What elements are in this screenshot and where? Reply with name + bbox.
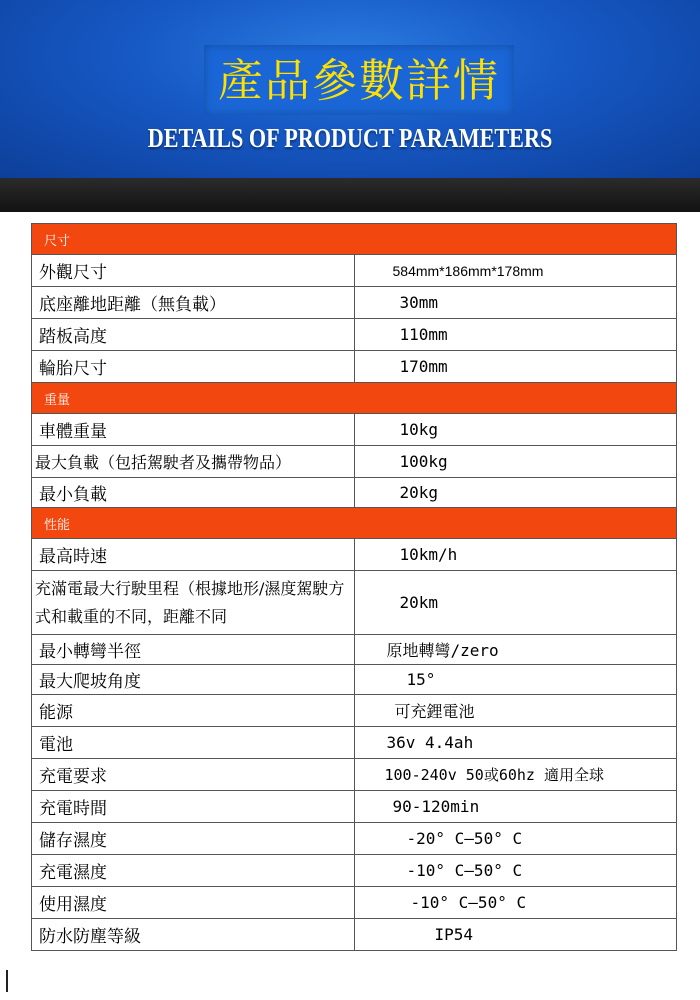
table-row (32, 823, 677, 855)
table-row (32, 539, 677, 571)
row-label: 充電要求 (32, 759, 355, 791)
row-label: 使用濕度 (32, 887, 355, 919)
row-value: 90-120min (354, 791, 677, 823)
row-label: 能源 (32, 695, 355, 727)
row-label: 最小負載 (32, 478, 355, 508)
section-title: 性能 (32, 508, 677, 539)
table-row (32, 855, 677, 887)
row-value: 15° (354, 665, 677, 695)
row-value: 584mm*186mm*178mm (354, 255, 677, 287)
row-value: 170mm (354, 351, 677, 383)
row-label: 最小轉彎半徑 (32, 635, 355, 665)
table-row (32, 727, 677, 759)
row-label: 最高時速 (32, 539, 355, 571)
row-value: 110mm (354, 319, 677, 351)
table-row (32, 319, 677, 351)
section-title: 重量 (32, 383, 677, 414)
table-row (32, 695, 677, 727)
row-value: 可充鋰電池 (354, 695, 677, 727)
row-value: 20kg (354, 478, 677, 508)
spec-table (31, 223, 677, 951)
table-row (32, 478, 677, 508)
section-title: 尺寸 (32, 224, 677, 255)
table-row (32, 351, 677, 383)
row-label: 充滿電最大行駛里程（根據地形/濕度駕駛方式和載重的不同，距離不同 (32, 571, 355, 635)
row-label: 充電時間 (32, 791, 355, 823)
row-value: IP54 (354, 919, 677, 951)
table-row (32, 665, 677, 695)
row-label: 最大爬坡角度 (32, 665, 355, 695)
row-label: 電池 (32, 727, 355, 759)
table-row (32, 571, 677, 635)
table-row (32, 919, 677, 951)
row-value: -10° C—50° C (354, 887, 677, 919)
table-row (32, 255, 677, 287)
row-value: 20km (354, 571, 677, 635)
row-label: 踏板高度 (32, 319, 355, 351)
row-label: 輪胎尺寸 (32, 351, 355, 383)
table-row (32, 446, 677, 478)
row-value: 10kg (354, 414, 677, 446)
table-row (32, 635, 677, 665)
row-label: 充電濕度 (32, 855, 355, 887)
page-title: 產品參數詳情 (217, 54, 500, 107)
section-header (32, 508, 677, 539)
row-label: 最大負載（包括駕駛者及攜帶物品） (32, 446, 355, 478)
section-header (32, 383, 677, 414)
table-row (32, 887, 677, 919)
row-label: 底座離地距離（無負載） (32, 287, 355, 319)
row-label: 車體重量 (32, 414, 355, 446)
row-value: 10km/h (354, 539, 677, 571)
table-row (32, 287, 677, 319)
row-label: 外觀尺寸 (32, 255, 355, 287)
row-label: 防水防塵等級 (32, 919, 355, 951)
table-row (32, 414, 677, 446)
page-subtitle: DETAILS OF PRODUCT PARAMETERS (147, 123, 553, 153)
row-value: 36v 4.4ah (354, 727, 677, 759)
row-value: 原地轉彎/zero (354, 635, 677, 665)
header-stripe (0, 178, 700, 212)
row-value: -10° C—50° C (354, 855, 677, 887)
row-value: -20° C—50° C (354, 823, 677, 855)
table-row (32, 759, 677, 791)
row-label: 儲存濕度 (32, 823, 355, 855)
table-row (32, 791, 677, 823)
edge-mark (6, 970, 8, 992)
section-header (32, 224, 677, 255)
row-value: 100kg (354, 446, 677, 478)
row-value: 30mm (354, 287, 677, 319)
row-value: 100-240v 50或60hz 適用全球 (354, 759, 677, 791)
